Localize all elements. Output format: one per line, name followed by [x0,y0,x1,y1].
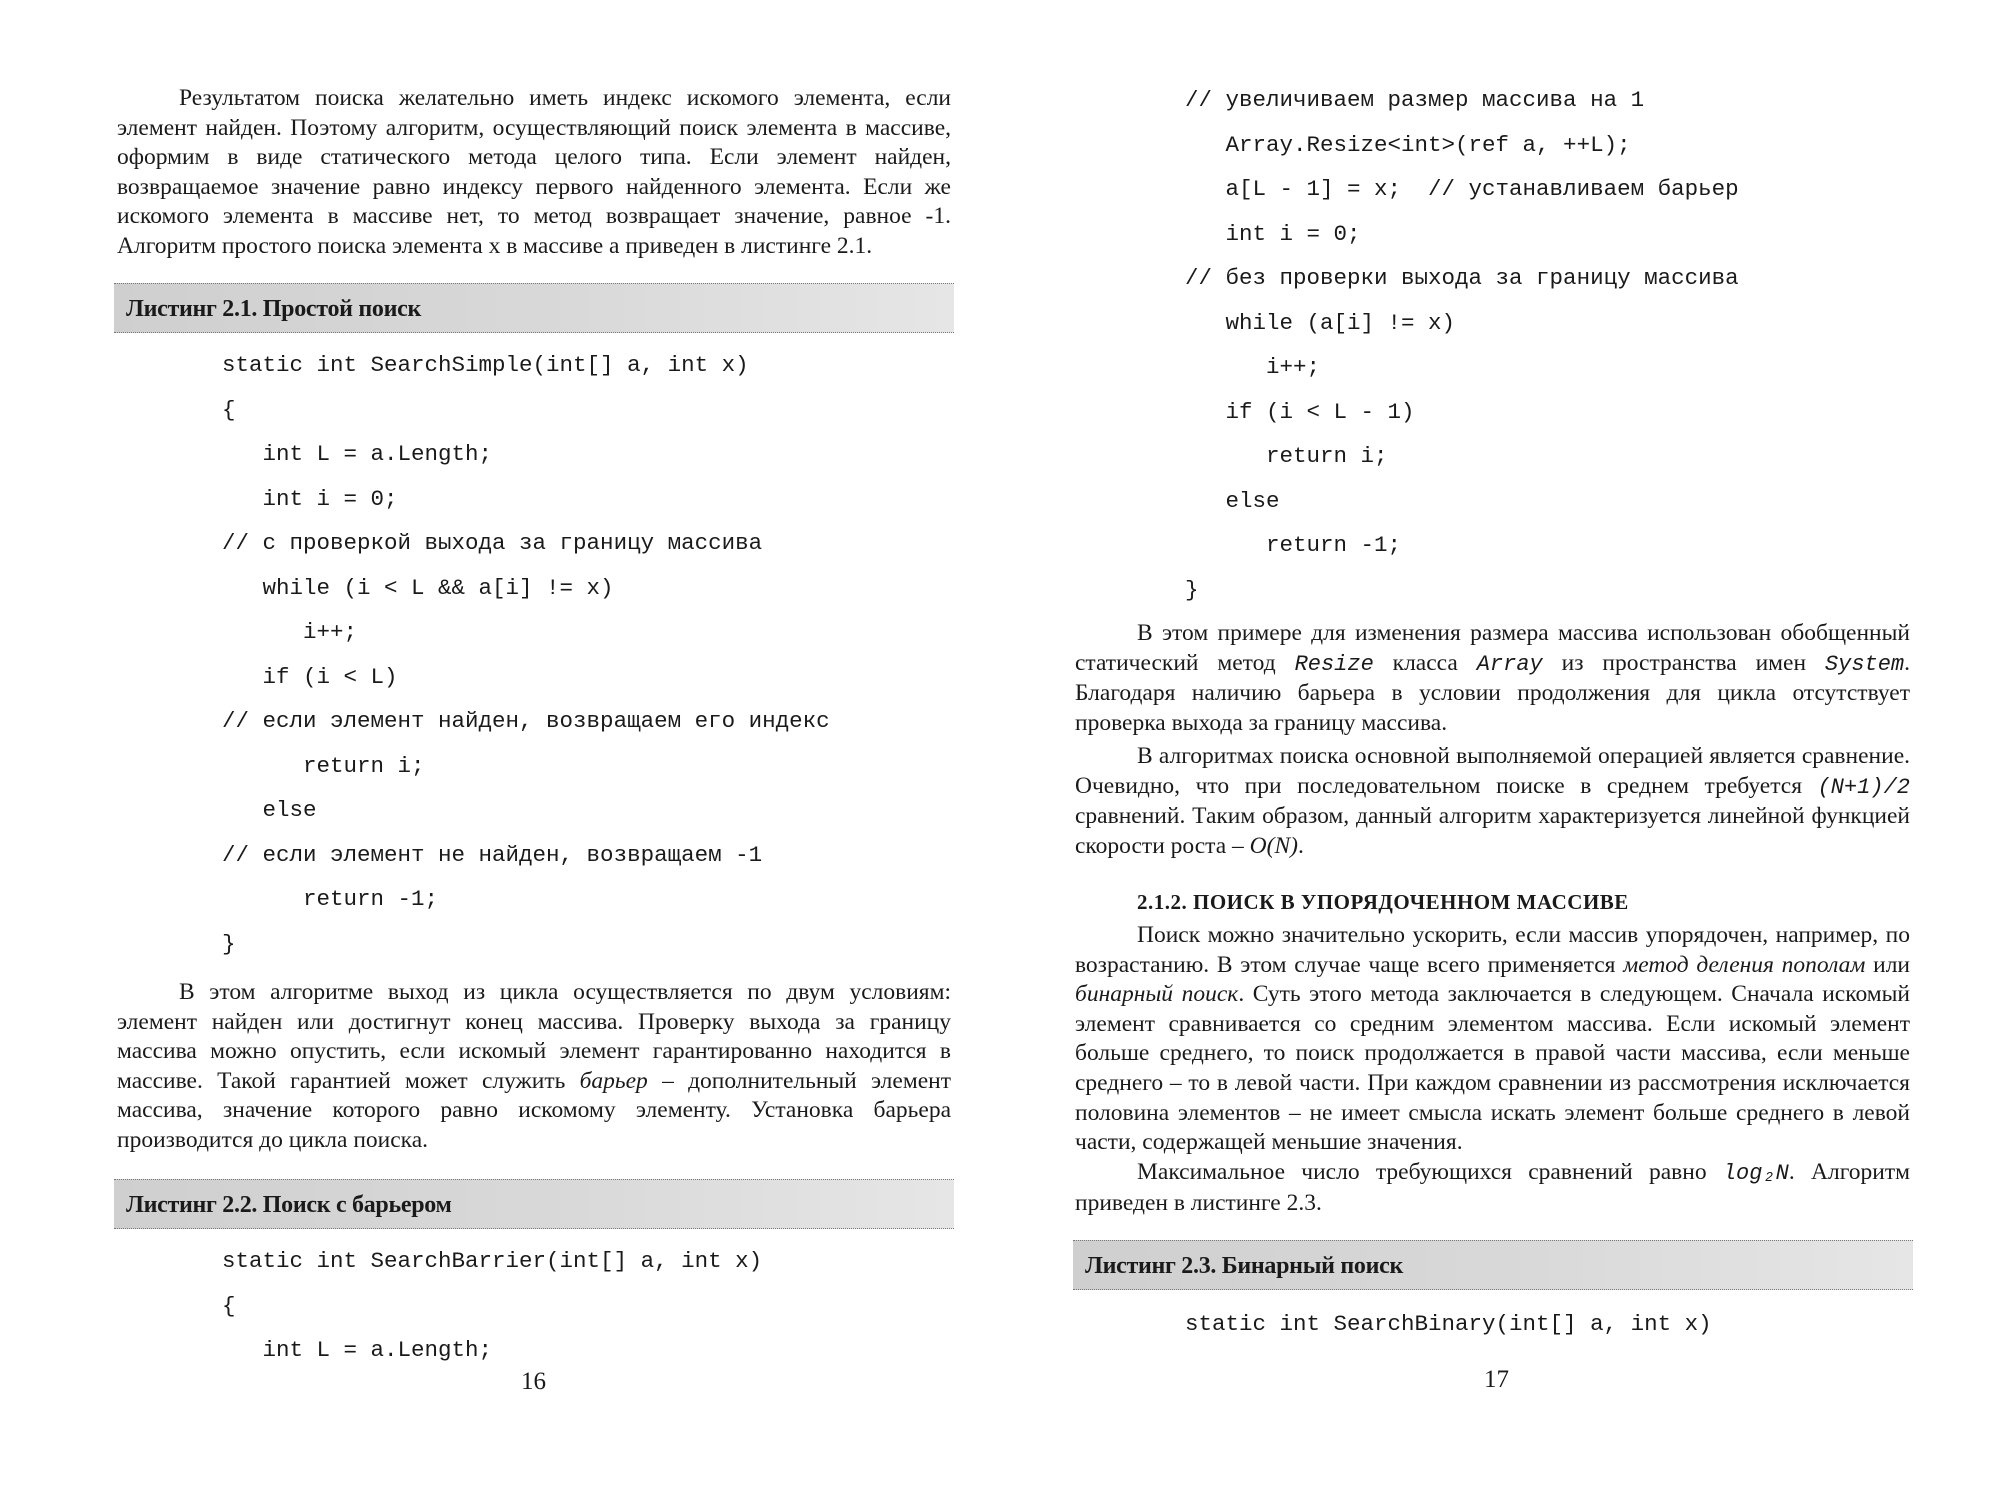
listing-2-1-code [222,343,830,966]
code-line: return -1; [1185,532,1402,558]
code-line: int L = a.Length; [222,1337,493,1363]
listing-2-2-code [222,1239,762,1373]
code-line: { [222,1292,236,1319]
code-line: int i = 0; [1185,220,1361,247]
code-line: static int SearchBinary(int[] a, int x) [1185,1311,1712,1337]
code-line: i++; [1185,354,1321,380]
paragraph-max-comparisons: Максимальное число требующихся сравнений равно log₂N. Алгоритм приведен в листинге 2.3. [1075,1159,1911,1216]
code-line: return -1; [222,886,439,912]
code-line: while (a[i] != x) [1185,309,1456,336]
paragraph-binary: Поиск можно значительно ускорить, если массив упорядочен, например, по возрастанию. В этом случае чаще всего применяется метод деления пополам или бинарный поиск. Суть этого метода заключается в следующем. Сначала искомый элемент сравнивается со средним элементом массива. Если искомый элемент больше среднего, то поиск продолжается в правой части массива, если меньше среднего – то в левой части. При каждом сравнении из рассмотрения исключается половина элементов – не имеет смысла искать элемент больше среднего в левой части, содержащей меньшие значения. [1075,922,1910,1156]
page-number-16: 16 [521,1368,546,1395]
listing-2-1-title: Листинг 2.1. Простой поиск [114,283,954,333]
listing-2-3-title: Листинг 2.3. Бинарный поиск [1073,1240,1913,1290]
page-left [0,0,990,1511]
listing-2-2-title: Листинг 2.2. Поиск с барьером [114,1179,954,1229]
page-number-17: 17 [1484,1366,1509,1393]
code-line: } [222,930,236,957]
code-line: else [222,797,317,823]
code-line: { [222,396,236,423]
code-line: if (i < L - 1) [1185,398,1415,425]
code-line: if (i < L) [222,663,398,690]
code-line: return i; [1185,443,1388,469]
code-line: static int SearchBarrier(int[] a, int x) [222,1248,763,1274]
listing-2-2-code-continued [1185,78,1739,612]
code-line: while (i < L && a[i] != x) [222,574,614,601]
code-line: i++; [222,619,358,645]
code-line: int L = a.Length; [222,441,493,467]
code-line: else [1185,487,1280,514]
page-right [1000,0,2000,1511]
code-line: // если элемент найден, возвращаем его индекс [222,708,830,734]
listing-2-3-code [1185,1302,1712,1347]
code-line: Array.Resize<int>(ref a, ++L); [1185,131,1631,158]
paragraph-compare: В алгоритмах поиска основной выполняемой операцией является сравнение. Очевидно, что при последовательном поиске в среднем требуется (N+1)/2 сравнений. Таким образом, данный алгоритм характеризуется линейной функцией скорости роста – O(N). [1075,743,1910,859]
code-line: // увеличиваем размер массива на 1 [1185,87,1645,113]
section-heading: 2.1.2. ПОИСК В УПОРЯДОЧЕННОМ МАССИВЕ [1137,890,1629,914]
code-line: // без проверки выхода за границу массива [1185,265,1739,291]
paragraph-resize: В этом примере для изменения размера массива использован обобщенный статический метод Resize класса Array из пространства имен System. Благодаря наличию барьера в условии продолжения для цикла отсутствует проверка выхода за границу массива. [1075,620,1911,736]
code-line: // если элемент не найден, возвращаем -1 [222,841,763,868]
paragraph-barrier: В этом алгоритме выход из цикла осуществляется по двум условиям: элемент найден или достигнут конец массива. Проверку выхода за границу массива можно опустить, если искомый элемент гарантированно находится в массиве. Такой гарантией может служить барьер – дополнительный элемент массива, значение которого равно искомому элементу. Установка барьера производится до цикла поиска. [117,979,951,1153]
code-line: a[L - 1] = x; // устанавливаем барьер [1185,176,1739,202]
code-line: int i = 0; [222,485,398,512]
code-line: } [1185,576,1199,603]
paragraph-intro: Результатом поиска желательно иметь индекс искомого элемента, если элемент найден. Поэтому алгоритм, осуществляющий поиск элемента в массиве, оформим в виде статического метода целого типа. Если элемент найден, возвращаемое значение равно индексу первого найденного элемента. Если же искомого элемента в массиве нет, то метод возвращает значение, равное -1. Алгоритм простого поиска элемента x в массиве a приведен в листинге 2.1. [117,85,951,259]
code-line: return i; [222,752,425,779]
code-line: static int SearchSimple(int[] a, int x) [222,352,749,378]
code-line: // с проверкой выхода за границу массива [222,530,763,556]
